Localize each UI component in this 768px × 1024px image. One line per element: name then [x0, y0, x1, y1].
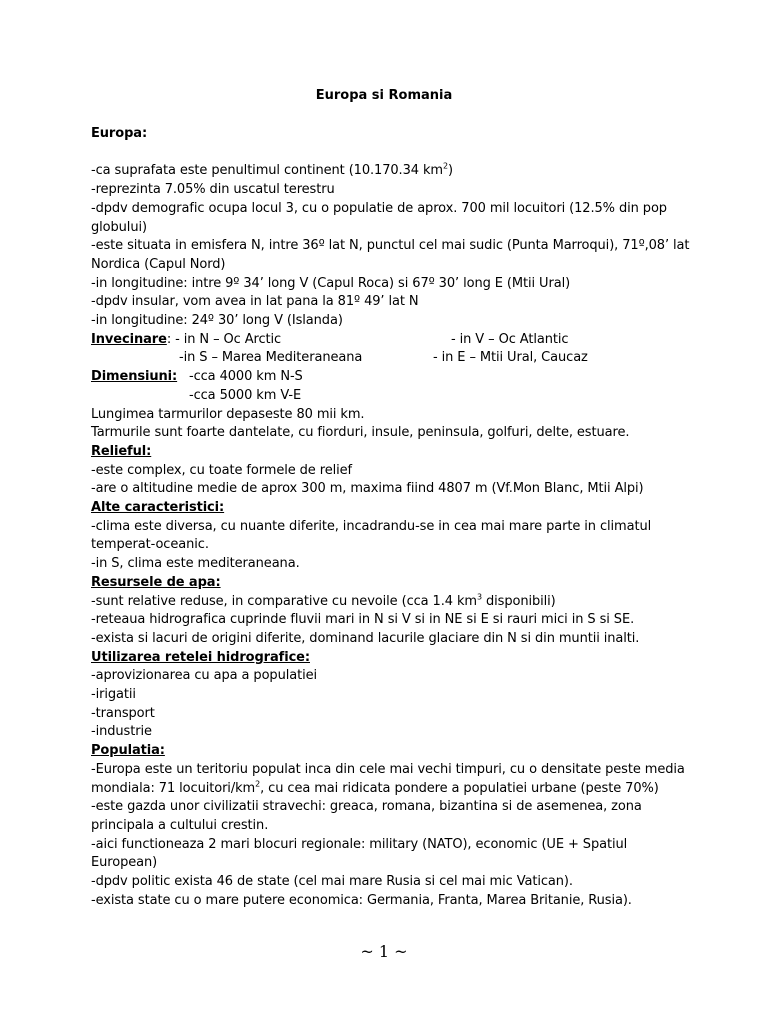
paragraph-line: -are o altitudine medie de aprox 300 m, maxima fiind 4807 m (Vf.Mon Blanc, Mtii Alpi): [91, 481, 644, 497]
text-span: ): [447, 163, 453, 179]
list-item: -aprovizionarea cu apa a populatiei: [91, 668, 318, 684]
invecinare-label: Invecinare: [91, 331, 167, 347]
list-item: -irigatii: [91, 687, 136, 703]
paragraph-line: -reteaua hidrografica cuprinde fluvii mari in N si V si in NE si E si rauri mici in S si SE.: [91, 612, 635, 628]
section-heading-alte: Alte caracteristici:: [91, 500, 225, 516]
section-heading-populatia: Populatia:: [91, 743, 165, 759]
dimensiuni-ns: -cca 4000 km N-S: [189, 369, 303, 385]
paragraph-line: [91, 593, 691, 612]
invecinare-row-2: [91, 349, 691, 368]
invecinare-north: [91, 331, 451, 350]
document-title: Europa si Romania: [315, 88, 453, 103]
superscript: 2: [442, 162, 448, 172]
paragraph-line: -in S, clima este mediteraneana.: [91, 556, 300, 572]
paragraph-line: -dpdv demografic ocupa locul 3, cu o populatie de aprox. 700 mil locuitori (12.5% din pop globului): [91, 200, 667, 235]
invecinare-west: - in V – Oc Atlantic: [451, 331, 569, 347]
document-body: [91, 125, 691, 911]
dimensiuni-label: Dimensiuni:: [91, 369, 178, 385]
paragraph-line: -dpdv politic exista 46 de state (cel mai mare Rusia si cel mai mic Vatican).: [91, 874, 573, 890]
paragraph-line: -in longitudine: intre 9º 34’ long V (Capul Roca) si 67º 30’ long E (Mtii Ural): [91, 275, 571, 291]
paragraph-line: -clima este diversa, cu nuante diferite, incadrandu-se in cea mai mare parte in climatul temperat-oceanic.: [91, 518, 652, 553]
dimensiuni-row-2: [91, 387, 691, 406]
text-span: -sunt relative reduse, in comparative cu nevoile (cca 1.4 km: [91, 593, 477, 609]
paragraph-line: -exista si lacuri de origini diferite, dominand lacurile glaciare din N si din muntii inalti.: [91, 630, 640, 646]
section-heading-resurse: Resursele de apa:: [91, 574, 221, 590]
invecinare-east: - in E – Mtii Ural, Caucaz: [433, 350, 588, 366]
paragraph-line: Tarmurile sunt foarte dantelate, cu fiorduri, insule, peninsula, golfuri, delte, estuare.: [91, 425, 630, 441]
text-span: -Europa este un teritoriu populat inca din cele mai vechi timpuri, cu o densitate peste media mondiala: 71 locuitori/km: [91, 761, 685, 796]
paragraph-line: -exista state cu o mare putere economica: Germania, Franta, Marea Britanie, Rusia).: [91, 892, 632, 908]
list-item: -industrie: [91, 724, 152, 740]
text-span: , cu cea mai ridicata pondere a populatiei urbane (peste 70%): [260, 780, 659, 796]
invecinare-south: -in S – Marea Mediteraneana: [179, 350, 363, 366]
page-number: ~ 1 ~: [360, 942, 408, 961]
paragraph-line: [91, 761, 691, 798]
paragraph-line: -este complex, cu toate formele de relief: [91, 462, 352, 478]
paragraph-line: -este situata in emisfera N, intre 36º lat N, punctul cel mai sudic (Punta Marroqui), 71º,08’ lat Nordica (Capul Nord): [91, 238, 690, 272]
section-heading-relieful: Relieful:: [91, 443, 152, 459]
text-span: : - in N – Oc Arctic: [166, 331, 282, 347]
paragraph-line: [91, 162, 691, 181]
invecinare-row-1: [91, 331, 691, 350]
paragraph-line: -este gazda unor civilizatii stravechi: greaca, romana, bizantina si de asemenea, zona principala a cultului crestin.: [91, 799, 642, 833]
list-item: -transport: [91, 705, 155, 721]
paragraph-line: -aici functioneaza 2 mari blocuri regionale: military (NATO), economic (UE + Spatiul European): [91, 836, 628, 871]
text-span: disponibili): [481, 593, 556, 609]
text-span: -ca suprafata este penultimul continent (10.170.34 km: [91, 163, 443, 179]
superscript: 2: [255, 779, 261, 789]
superscript: 3: [476, 592, 482, 602]
section-heading-utilizare: Utilizarea retelei hidrografice:: [91, 649, 310, 665]
paragraph-line: -dpdv insular, vom avea in lat pana la 81º 49’ lat N: [91, 294, 419, 310]
paragraph-line: -reprezinta 7.05% din uscatul terestru: [91, 182, 335, 198]
section-heading-europa: Europa:: [91, 126, 148, 141]
dimensiuni-ve: -cca 5000 km V-E: [189, 387, 302, 403]
paragraph-line: -in longitudine: 24º 30’ long V (Islanda): [91, 313, 343, 329]
dimensiuni-row-1: [91, 368, 691, 387]
spacer: [91, 144, 691, 163]
paragraph-line: Lungimea tarmurilor depaseste 80 mii km.: [91, 406, 365, 422]
